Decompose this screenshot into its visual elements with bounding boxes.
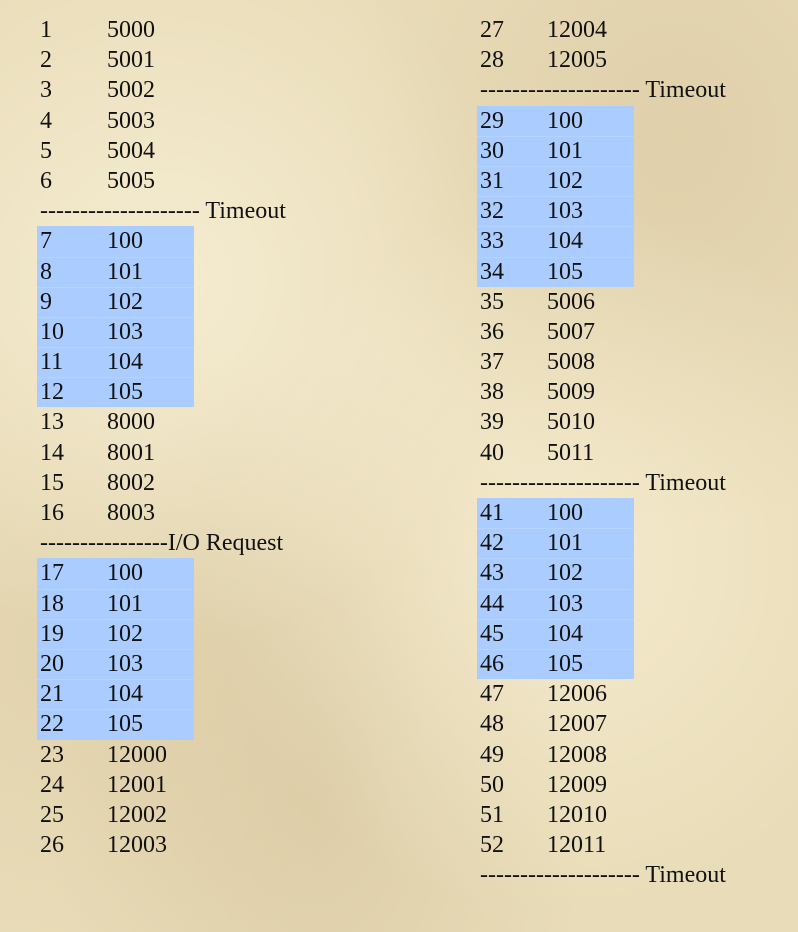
instruction-address: 103 bbox=[547, 590, 583, 617]
step-number: 18 bbox=[40, 590, 64, 617]
step-number: 30 bbox=[480, 137, 504, 164]
dispatcher-trace-row bbox=[37, 257, 194, 287]
dispatcher-trace-row bbox=[37, 558, 194, 588]
trace-row bbox=[37, 45, 337, 75]
trace-row bbox=[37, 498, 337, 528]
step-number: 15 bbox=[40, 469, 64, 496]
step-number: 13 bbox=[40, 409, 64, 436]
instruction-address: 105 bbox=[107, 379, 143, 406]
step-number: 31 bbox=[480, 167, 504, 194]
instruction-address: 101 bbox=[107, 590, 143, 617]
step-number: 27 bbox=[480, 17, 504, 43]
step-number: 11 bbox=[40, 349, 64, 376]
step-number: 37 bbox=[480, 349, 504, 376]
instruction-address: 102 bbox=[107, 620, 143, 647]
instruction-address: 5003 bbox=[107, 107, 155, 134]
instruction-address: 105 bbox=[547, 258, 583, 285]
step-number: 48 bbox=[480, 711, 504, 738]
dispatcher-trace-row bbox=[477, 589, 634, 619]
dispatcher-trace-row bbox=[37, 317, 194, 347]
trace-row bbox=[477, 377, 777, 407]
step-number: 35 bbox=[480, 288, 504, 315]
instruction-address: 103 bbox=[107, 318, 143, 345]
instruction-address: 8002 bbox=[107, 469, 155, 496]
trace-row bbox=[477, 679, 777, 709]
instruction-address: 12010 bbox=[547, 801, 607, 828]
trace-row bbox=[477, 830, 777, 860]
step-number: 36 bbox=[480, 318, 504, 345]
instruction-address: 8001 bbox=[107, 439, 155, 466]
event-separator: -------------------- Timeout bbox=[480, 77, 726, 104]
instruction-address: 102 bbox=[547, 560, 583, 587]
trace-row bbox=[37, 15, 337, 45]
step-number: 25 bbox=[40, 801, 64, 828]
instruction-address: 12004 bbox=[547, 17, 607, 43]
dispatcher-trace-row bbox=[477, 226, 634, 256]
step-number: 28 bbox=[480, 47, 504, 74]
trace-row bbox=[37, 75, 337, 105]
instruction-address: 12000 bbox=[107, 741, 167, 768]
dispatcher-trace-row bbox=[477, 166, 634, 196]
instruction-address: 12005 bbox=[547, 47, 607, 74]
step-number: 3 bbox=[40, 77, 52, 104]
instruction-address: 105 bbox=[547, 650, 583, 677]
trace-row bbox=[37, 740, 337, 770]
instruction-address: 100 bbox=[107, 560, 143, 587]
step-number: 33 bbox=[480, 228, 504, 255]
trace-row bbox=[477, 45, 777, 75]
trace-row bbox=[477, 287, 777, 317]
instruction-address: 12009 bbox=[547, 771, 607, 798]
instruction-address: 103 bbox=[547, 198, 583, 225]
instruction-address: 5004 bbox=[107, 137, 155, 164]
event-separator: -------------------- Timeout bbox=[480, 469, 726, 496]
instruction-address: 12007 bbox=[547, 711, 607, 738]
trace-row bbox=[477, 800, 777, 830]
step-number: 34 bbox=[480, 258, 504, 285]
dispatcher-trace-row bbox=[37, 226, 194, 256]
left-trace-column bbox=[37, 15, 337, 860]
trace-row bbox=[477, 15, 777, 45]
instruction-address: 105 bbox=[107, 711, 143, 738]
step-number: 26 bbox=[40, 832, 64, 859]
dispatcher-trace-row bbox=[477, 257, 634, 287]
step-number: 10 bbox=[40, 318, 64, 345]
instruction-address: 5008 bbox=[547, 349, 595, 376]
step-number: 1 bbox=[40, 17, 52, 43]
instruction-address: 100 bbox=[547, 500, 583, 526]
trace-row bbox=[37, 800, 337, 830]
trace-row bbox=[37, 106, 337, 136]
step-number: 23 bbox=[40, 741, 64, 768]
instruction-address: 5011 bbox=[547, 439, 595, 466]
instruction-address: 5001 bbox=[107, 47, 155, 74]
instruction-address: 104 bbox=[547, 620, 583, 647]
step-number: 7 bbox=[40, 228, 52, 255]
dispatcher-trace-row bbox=[37, 649, 194, 679]
step-number: 51 bbox=[480, 801, 504, 828]
dispatcher-trace-row bbox=[477, 136, 634, 166]
dispatcher-trace-row bbox=[477, 106, 634, 136]
instruction-address: 12001 bbox=[107, 771, 167, 798]
dispatcher-trace-row bbox=[477, 558, 634, 588]
instruction-address: 12006 bbox=[547, 681, 607, 708]
instruction-address: 102 bbox=[547, 167, 583, 194]
dispatcher-trace-row bbox=[477, 619, 634, 649]
step-number: 8 bbox=[40, 258, 52, 285]
trace-row bbox=[37, 438, 337, 468]
step-number: 17 bbox=[40, 560, 64, 587]
step-number: 5 bbox=[40, 137, 52, 164]
instruction-address: 103 bbox=[107, 650, 143, 677]
instruction-address: 100 bbox=[547, 107, 583, 134]
instruction-address: 12003 bbox=[107, 832, 167, 859]
dispatcher-trace-row bbox=[37, 589, 194, 619]
dispatcher-trace-row bbox=[37, 377, 194, 407]
event-separator: -------------------- Timeout bbox=[480, 862, 726, 889]
dispatcher-trace-row bbox=[37, 679, 194, 709]
instruction-address: 101 bbox=[547, 137, 583, 164]
dispatcher-trace-row bbox=[477, 528, 634, 558]
instruction-address: 101 bbox=[107, 258, 143, 285]
step-number: 38 bbox=[480, 379, 504, 406]
instruction-address: 102 bbox=[107, 288, 143, 315]
instruction-address: 5006 bbox=[547, 288, 595, 315]
step-number: 6 bbox=[40, 167, 52, 194]
trace-row bbox=[477, 407, 777, 437]
step-number: 49 bbox=[480, 741, 504, 768]
instruction-address: 8003 bbox=[107, 500, 155, 526]
step-number: 24 bbox=[40, 771, 64, 798]
trace-row bbox=[477, 438, 777, 468]
trace-row bbox=[477, 770, 777, 800]
trace-row bbox=[477, 709, 777, 739]
step-number: 2 bbox=[40, 47, 52, 74]
trace-row bbox=[37, 407, 337, 437]
instruction-address: 12008 bbox=[547, 741, 607, 768]
trace-row bbox=[477, 317, 777, 347]
dispatcher-trace-row bbox=[37, 287, 194, 317]
instruction-address: 5009 bbox=[547, 379, 595, 406]
instruction-address: 5007 bbox=[547, 318, 595, 345]
instruction-address: 100 bbox=[107, 228, 143, 255]
step-number: 39 bbox=[480, 409, 504, 436]
dispatcher-trace-row bbox=[477, 498, 634, 528]
trace-row bbox=[37, 136, 337, 166]
instruction-address: 12002 bbox=[107, 801, 167, 828]
step-number: 41 bbox=[480, 500, 504, 526]
trace-row bbox=[37, 468, 337, 498]
dispatcher-trace-row bbox=[37, 619, 194, 649]
step-number: 43 bbox=[480, 560, 504, 587]
dispatcher-trace-row bbox=[477, 196, 634, 226]
trace-row bbox=[37, 830, 337, 860]
step-number: 16 bbox=[40, 500, 64, 526]
step-number: 29 bbox=[480, 107, 504, 134]
instruction-address: 5010 bbox=[547, 409, 595, 436]
step-number: 45 bbox=[480, 620, 504, 647]
step-number: 20 bbox=[40, 650, 64, 677]
right-trace-column bbox=[477, 15, 777, 890]
step-number: 44 bbox=[480, 590, 504, 617]
trace-row bbox=[37, 770, 337, 800]
dispatcher-trace-row bbox=[37, 347, 194, 377]
step-number: 4 bbox=[40, 107, 52, 134]
step-number: 52 bbox=[480, 832, 504, 859]
instruction-address: 104 bbox=[107, 349, 143, 376]
step-number: 40 bbox=[480, 439, 504, 466]
event-separator: -------------------- Timeout bbox=[40, 198, 286, 225]
dispatcher-trace-row bbox=[477, 649, 634, 679]
instruction-address: 101 bbox=[547, 530, 583, 557]
step-number: 9 bbox=[40, 288, 52, 315]
instruction-address: 5002 bbox=[107, 77, 155, 104]
dispatcher-trace-row bbox=[37, 709, 194, 739]
instruction-address: 5005 bbox=[107, 167, 155, 194]
step-number: 19 bbox=[40, 620, 64, 647]
step-number: 21 bbox=[40, 681, 64, 708]
step-number: 47 bbox=[480, 681, 504, 708]
trace-row bbox=[477, 740, 777, 770]
instruction-address: 104 bbox=[107, 681, 143, 708]
instruction-address: 8000 bbox=[107, 409, 155, 436]
instruction-address: 104 bbox=[547, 228, 583, 255]
trace-row bbox=[37, 166, 337, 196]
trace-row bbox=[477, 347, 777, 377]
step-number: 32 bbox=[480, 198, 504, 225]
step-number: 22 bbox=[40, 711, 64, 738]
step-number: 14 bbox=[40, 439, 64, 466]
instruction-address: 5000 bbox=[107, 17, 155, 43]
step-number: 42 bbox=[480, 530, 504, 557]
event-separator: ----------------I/O Request bbox=[40, 530, 284, 557]
step-number: 12 bbox=[40, 379, 64, 406]
step-number: 50 bbox=[480, 771, 504, 798]
step-number: 46 bbox=[480, 650, 504, 677]
instruction-address: 12011 bbox=[547, 832, 607, 859]
